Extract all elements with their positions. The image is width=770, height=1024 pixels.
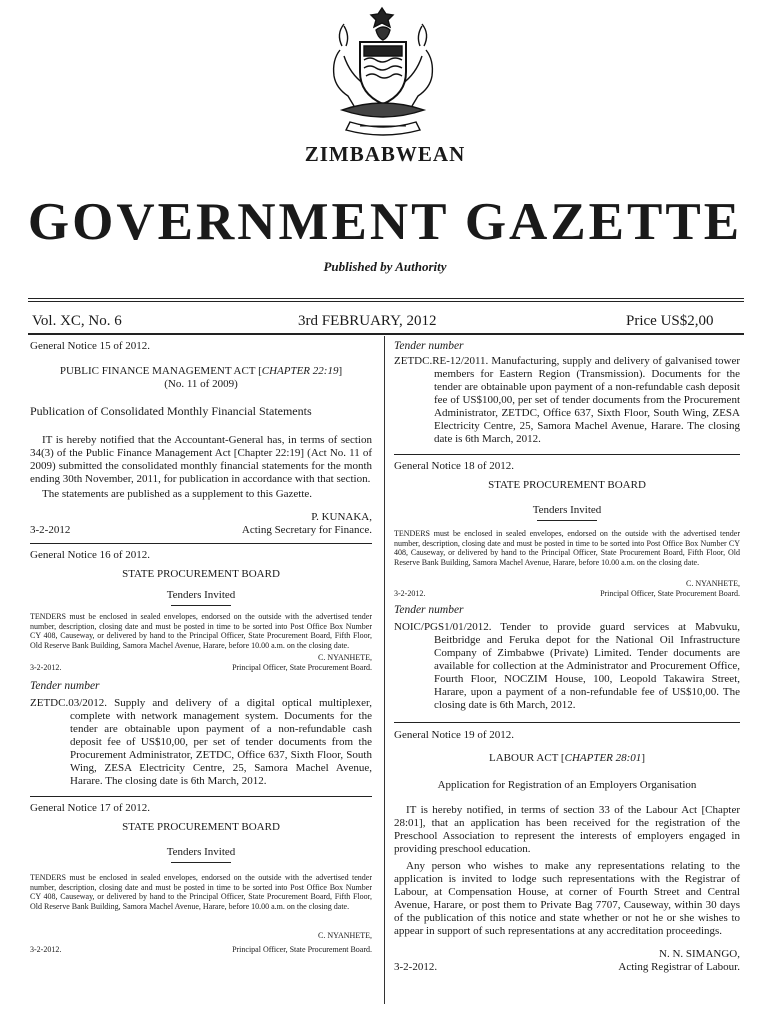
short-rule (537, 520, 597, 521)
general-notice-19 (394, 729, 740, 974)
general-notice-16 (30, 549, 372, 788)
signatory-role: Acting Secretary for Finance. (241, 524, 372, 536)
notice-paragraph: IT is hereby notified, in terms of section 33 of the Labour Act [Chapter 28:01], that an application has been received for the registration of the Preschool Association to represent the interests of employers engaged in providing preschool education. (394, 804, 740, 855)
notice-paragraph: Any person who wishes to make any representations relating to the application is invited to lodge such representations with the Registrar of Labour, at Compensation House, at corner of Fourth Street and Central Avenue, Harare, or post them to Private Bag 7707, Causeway, within 30 days of the publication of this notice and state whether or not he or she wishes to appear in support of such representations at any accreditation proceedings. (394, 860, 740, 937)
notice-separator (30, 796, 372, 797)
tender-entry: NOIC/PGS1/01/2012. Tender to provide guard services at Mabvuku, Beitbridge and Feruka depot for the National Oil Infrastructure Company of Zimbabwe (Private) Limited. Tender documents are available for collection at the Administrator and Procurement Office, Fourth Floor, NOCZIM House, 100, Leopold Takawira Street, Harare, upon a payment of a non-refundable fee of US$10,00. The closing date is 6th March, 2012. (394, 621, 740, 711)
masthead-rule-top (28, 298, 744, 299)
signature-row (30, 945, 372, 955)
signature-row (30, 663, 372, 673)
notice-date: 3-2-2012. (30, 662, 62, 672)
notice-date: 3-2-2012 (30, 524, 71, 536)
short-rule (171, 862, 231, 863)
notice-date: 3-2-2012. (394, 588, 426, 598)
notice-heading: Application for Registration of an Employers Organisation (437, 779, 697, 791)
board-title: STATE PROCUREMENT BOARD (122, 568, 280, 580)
tenders-heading: Tenders Invited (166, 846, 236, 858)
act-number: (No. 11 of 2009) (164, 378, 238, 390)
signatory-role: Principal Officer, State Procurement Board. (232, 662, 372, 672)
signatory-name: C. NYANHETE, (318, 653, 372, 662)
board-title: STATE PROCUREMENT BOARD (488, 479, 646, 491)
signatory-name: C. NYANHETE, (318, 931, 372, 940)
country-name: ZIMBABWEAN (304, 142, 466, 166)
signatory-role: Principal Officer, State Procurement Board. (232, 944, 372, 954)
notice-number: General Notice 16 of 2012. (30, 549, 151, 561)
tender-instructions: TENDERS must be enclosed in sealed envelopes, endorsed on the outside with the advertised tender number, description, closing date and must be posted in time to be sorted into Post Office Box Number CY 408, Causeway, or delivered by hand to the Principal Officer, State Procurement Board, Fifth Floor, Old Reserve Bank Building, Samora Machel Avenue, Harare, before 10.00 a.m. on the closing date. (394, 529, 740, 567)
column-divider (384, 336, 385, 1004)
tender-continuation (394, 340, 740, 446)
general-notice-15 (30, 340, 372, 537)
act-title: PUBLIC FINANCE MANAGEMENT ACT [CHAPTER 22:19] (59, 365, 343, 377)
notice-paragraph: IT is hereby notified that the Accountant-General has, in terms of section 34(3) of the Public Finance Management Act [Chapter 22:19] (Act No. 11 of 2009) submitted the consolidated monthly financial statements for the month ending 30th November, 2011, for publication in accordance with that section. (30, 434, 372, 485)
signatory-name: P. KUNAKA, (311, 511, 372, 523)
signatory-name: N. N. SIMANGO, (659, 948, 740, 960)
notice-paragraph: The statements are published as a supplement to this Gazette. (42, 488, 313, 500)
notice-date: 3-2-2012. (394, 961, 438, 973)
notice-separator (394, 722, 740, 723)
tender-instructions: TENDERS must be enclosed in sealed envelopes, endorsed on the outside with the advertised tender number, description, closing date and must be posted in time to be sorted into Post Office Box Number CY 408, Causeway, or delivered by hand to the Principal Officer, State Procurement Board, Fifth Floor, Old Reserve Bank Building, Samora Machel Avenue, Harare, before 10.00 a.m. on the closing date. (30, 612, 372, 650)
short-rule (171, 605, 231, 606)
signature-row (30, 524, 372, 537)
volume-number: Vol. XC, No. 6 (32, 313, 122, 329)
act-title: LABOUR ACT [CHAPTER 28:01] (489, 752, 645, 764)
notice-separator (394, 454, 740, 455)
signatory-role: Acting Registrar of Labour. (618, 961, 740, 973)
signatory-name: C. NYANHETE, (686, 579, 740, 588)
issue-date: 3rd FEBRUARY, 2012 (298, 313, 437, 329)
notice-number: General Notice 15 of 2012. (30, 340, 151, 352)
board-title: STATE PROCUREMENT BOARD (122, 821, 280, 833)
left-column (30, 340, 372, 954)
notice-number: General Notice 17 of 2012. (30, 802, 151, 814)
tender-number-label: Tender number (30, 680, 100, 692)
issue-price: Price US$2,00 (626, 313, 714, 329)
tenders-heading: Tenders Invited (166, 589, 236, 601)
general-notice-17 (30, 802, 372, 954)
gazette-title: GOVERNMENT GAZETTE (27, 193, 743, 251)
tender-entry: ZETDC.03/2012. Supply and delivery of a digital optical multiplexer, complete with network management system. Documents for the tender are obtainable upon payment of a non-refundable cash deposit fee of US$10,00, per set of tender documents from the Procurement Administrator, ZETDC, Office 637, Sixth Floor, South Wing, ZESA Electricity Centre, 25, Samora Machel Avenue, Harare. The closing date is 6th March, 2012. (30, 697, 372, 787)
notice-number: General Notice 19 of 2012. (394, 729, 515, 741)
general-notice-18 (394, 460, 740, 712)
notice-separator (30, 543, 372, 544)
masthead-rule-bottom (28, 333, 744, 335)
notice-number: General Notice 18 of 2012. (394, 460, 515, 472)
notice-heading: Publication of Consolidated Monthly Financial Statements (30, 404, 312, 418)
gazette-subtitle: Published by Authority (323, 259, 447, 274)
tender-instructions: TENDERS must be enclosed in sealed envelopes, endorsed on the outside with the advertised tender number, description, closing date and must be posted in time to be sorted into Post Office Box Number CY 408, Causeway, or delivered by hand to the Principal Officer, State Procurement Board, Fifth Floor, Old Reserve Bank Building, Samora Machel Avenue, Harare, before 10.00 a.m. on the closing date. (30, 873, 372, 911)
tender-number-label: Tender number (394, 340, 464, 352)
signature-row (394, 589, 740, 599)
signatory-role: Principal Officer, State Procurement Board. (600, 588, 740, 598)
notice-date: 3-2-2012. (30, 944, 62, 954)
signature-row (394, 961, 740, 974)
tender-number-label: Tender number (394, 604, 464, 616)
tender-entry: ZETDC.RE-12/2011. Manufacturing, supply and delivery of galvanised tower members for Eastern Region (Transmission). Documents for the tender are obtainable upon payment of a non-refundable cash deposit fee of US$100,00, per set of tender documents from the Procurement Administrator, ZETDC, Office 637, Sixth Floor, South Wing, ZESA Electricity Centre, 25, Samora Machel Avenue, Harare. The closing date is 6th March, 2012. (394, 355, 740, 445)
coat-of-arms-icon (320, 6, 446, 138)
masthead-rule-top-2 (28, 301, 744, 302)
tenders-heading: Tenders Invited (532, 504, 602, 516)
right-column (394, 340, 740, 974)
